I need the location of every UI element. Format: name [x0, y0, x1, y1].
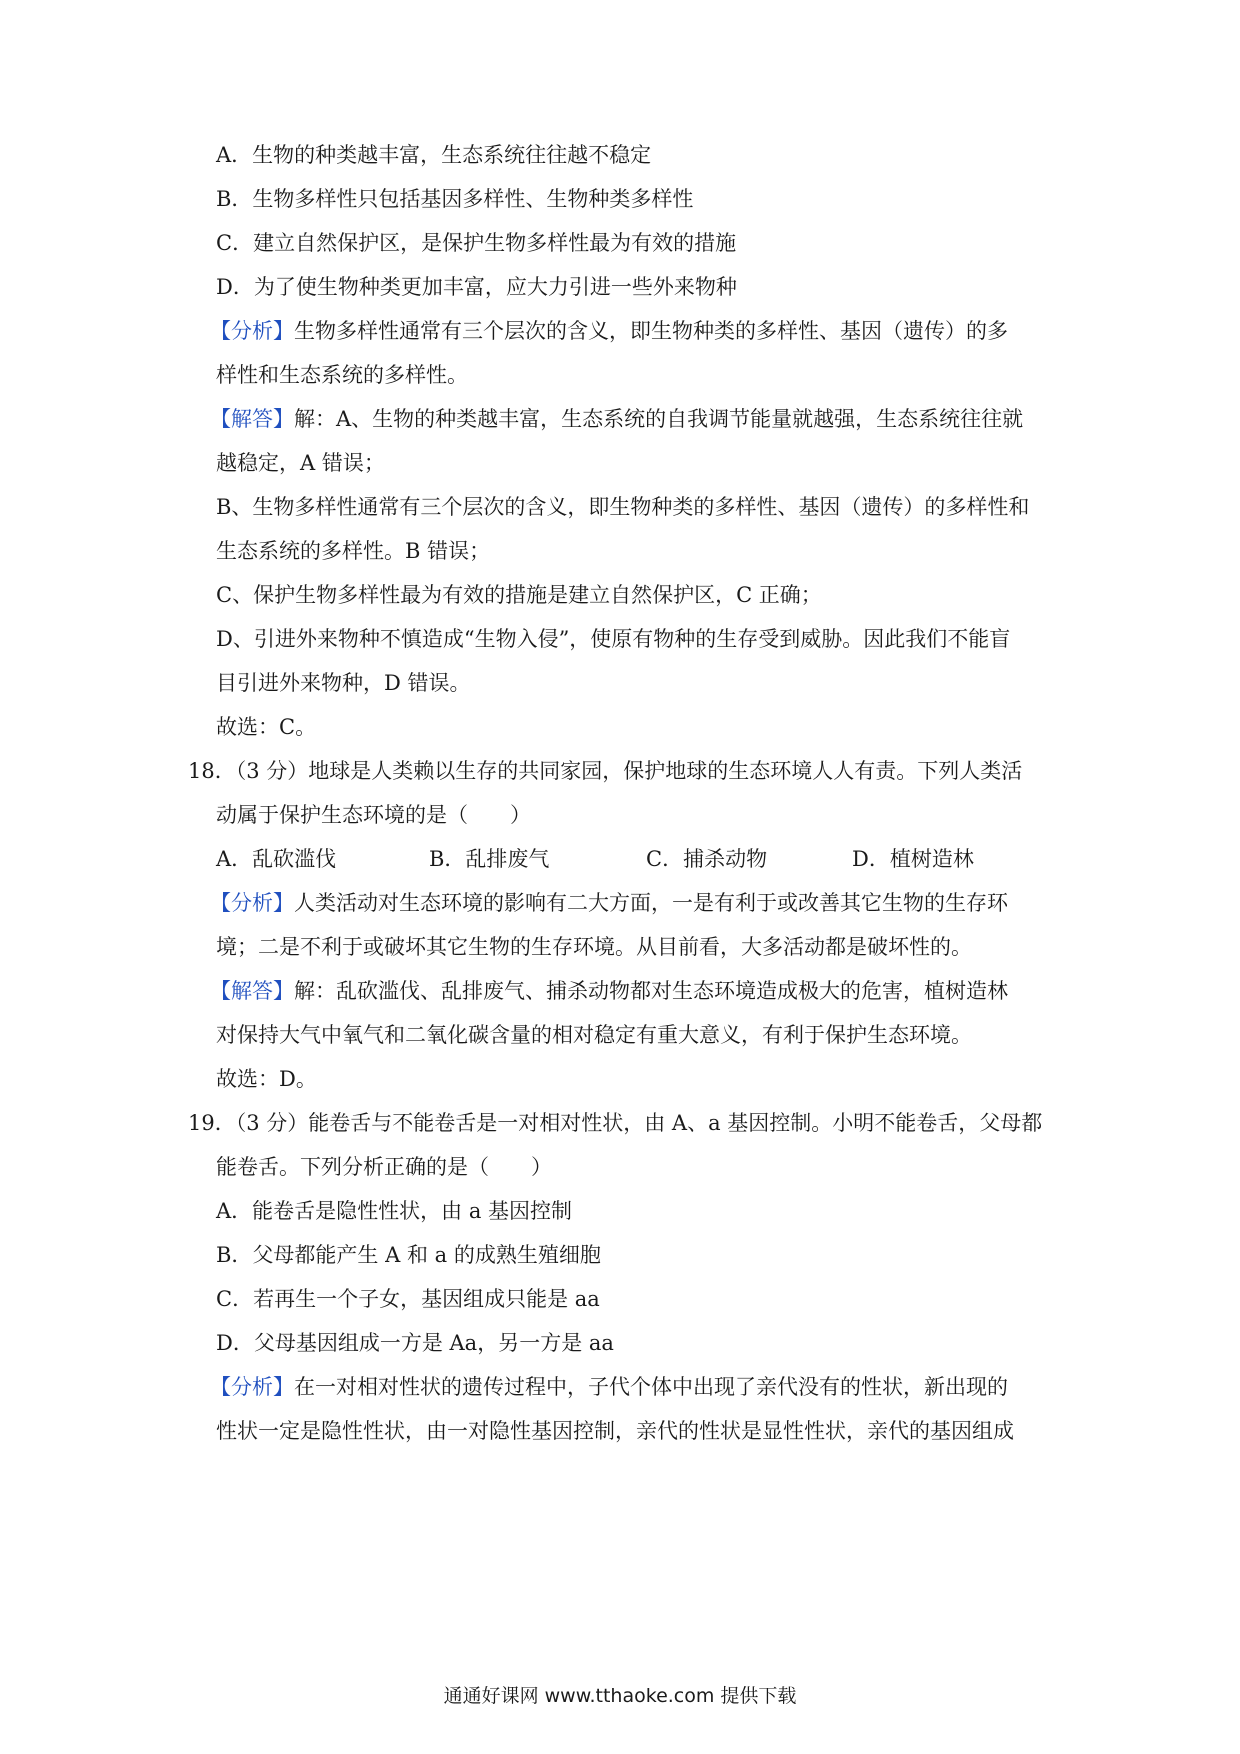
answer-tag: 【解答】 [210, 979, 294, 1003]
q17-option-d: D．为了使生物种类更加丰富，应大力引进一些外来物种 [216, 275, 737, 299]
q17-option-b: B．生物多样性只包括基因多样性、生物种类多样性 [216, 187, 694, 211]
analysis-tag: 【分析】 [210, 319, 294, 343]
q17-option-c: C．建立自然保护区，是保护生物多样性最为有效的措施 [216, 231, 737, 255]
q18-option-b: B．乱排废气 [429, 847, 550, 871]
q18-answer-line-2: 对保持大气中氧气和二氧化碳含量的相对稳定有重大意义，有利于保护生态环境。 [216, 1023, 972, 1047]
q18-option-d: D．植树造林 [852, 847, 974, 871]
footer-download-note: 通通好课网 www.tthaoke.com 提供下载 [443, 1685, 797, 1707]
q18-choice: 故选：D。 [216, 1067, 317, 1091]
q18-analysis-line-2: 境；二是不利于或破坏其它生物的生存环境。从目前看，大多活动都是破坏性的。 [216, 935, 972, 959]
analysis-tag: 【分析】 [210, 1375, 294, 1399]
q18-answer-line-1: 【解答】解：乱砍滥伐、乱排废气、捕杀动物都对生态环境造成极大的危害，植树造林 [210, 979, 1008, 1003]
q18-stem-line-1: 18．（3 分）地球是人类赖以生存的共同家园，保护地球的生态环境人人有责。下列人类活 [188, 759, 1023, 783]
q19-option-a: A．能卷舌是隐性性状，由 a 基因控制 [216, 1199, 573, 1223]
q19-analysis-line-1: 【分析】在一对相对性状的遗传过程中，子代个体中出现了亲代没有的性状，新出现的 [210, 1375, 1008, 1399]
q19-analysis-line-2: 性状一定是隐性性状，由一对隐性基因控制，亲代的性状是显性性状，亲代的基因组成 [216, 1419, 1014, 1443]
q19-stem-line-2: 能卷舌。下列分析正确的是（ ） [216, 1155, 552, 1179]
q19-option-c: C．若再生一个子女，基因组成只能是 aa [216, 1287, 600, 1311]
q19-option-d: D．父母基因组成一方是 Aa，另一方是 aa [216, 1331, 614, 1355]
q17-analysis-line-1: 【分析】生物多样性通常有三个层次的含义，即生物种类的多样性、基因（遗传）的多 [210, 319, 1008, 343]
q17-answer-line-4: 生态系统的多样性。B 错误； [216, 539, 491, 563]
q18-analysis-line-1: 【分析】人类活动对生态环境的影响有二大方面，一是有利于或改善其它生物的生存环 [210, 891, 1008, 915]
q17-answer-line-5: C、保护生物多样性最为有效的措施是建立自然保护区，C 正确； [216, 583, 822, 607]
answer-tag: 【解答】 [210, 407, 294, 431]
q17-option-a: A．生物的种类越丰富，生态系统往往越不稳定 [216, 143, 652, 167]
q17-analysis-line-2: 样性和生态系统的多样性。 [216, 363, 468, 387]
q17-answer-line-2: 越稳定，A 错误； [216, 451, 385, 475]
q18-option-c: C．捕杀动物 [646, 847, 768, 871]
q17-choice: 故选：C。 [216, 715, 317, 739]
q18-option-a: A．乱砍滥伐 [216, 847, 337, 871]
q17-answer-line-3: B、生物多样性通常有三个层次的含义，即生物种类的多样性、基因（遗传）的多样性和 [216, 495, 1030, 519]
q17-answer-line-6: D、引进外来物种不慎造成“生物入侵”，使原有物种的生存受到威胁。因此我们不能盲 [216, 627, 1011, 651]
q17-answer-line-1: 【解答】解：A、生物的种类越丰富，生态系统的自我调节能量就越强，生态系统往往就 [210, 407, 1024, 431]
q18-stem-line-2: 动属于保护生态环境的是（ ） [216, 803, 531, 827]
q19-option-b: B．父母都能产生 A 和 a 的成熟生殖细胞 [216, 1243, 601, 1267]
analysis-tag: 【分析】 [210, 891, 294, 915]
q17-answer-line-7: 目引进外来物种，D 错误。 [216, 671, 471, 695]
q18-options-row [216, 844, 1056, 874]
q19-stem-line-1: 19．（3 分）能卷舌与不能卷舌是一对相对性状，由 A、a 基因控制。小明不能卷舌，父母都 [188, 1111, 1043, 1135]
